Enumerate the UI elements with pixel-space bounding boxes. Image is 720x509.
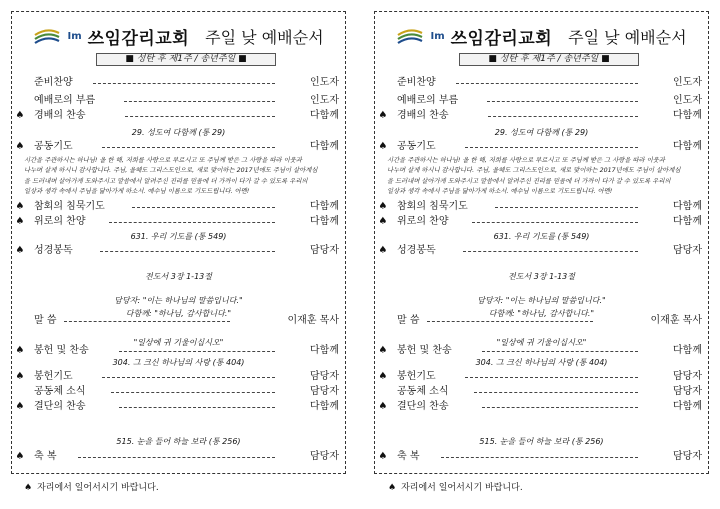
- footer-note-text: 자리에서 일어서시기 바랍니다.: [401, 483, 523, 493]
- order-item-role: 이재훈 목사: [650, 315, 702, 326]
- dotted-leader: [463, 251, 638, 252]
- order-item: [375, 109, 708, 123]
- order-item-role: 담당자: [310, 451, 339, 462]
- order-item: [12, 109, 345, 123]
- center-text: 29. 성도여 다함께 (통 29): [131, 128, 226, 137]
- order-item-role: 다함께: [673, 401, 702, 412]
- center-text: 담당자: "이는 하나님의 말씀입니다.": [477, 296, 606, 305]
- dotted-leader: [64, 321, 230, 322]
- order-item-label: 봉헌 및 찬송: [397, 345, 452, 356]
- order-item-label: 말 씀: [34, 315, 57, 326]
- order-item-role: 담당자: [310, 245, 339, 256]
- order-item-label: 공동체 소식: [34, 386, 86, 397]
- order-item-role: 인도자: [310, 77, 339, 88]
- center-text: 304. 그 크신 하나님의 사랑 (통 404): [475, 358, 608, 367]
- order-item-role: 다함께: [310, 110, 339, 121]
- dotted-leader: [125, 116, 275, 117]
- prayer-line: 나누며 살게 하시니 감사합니다. 주님, 올해도 그리스도인으로, 새로 맞이하는 2017년에도 주님이 살아계심: [24, 167, 318, 175]
- subtitle-box: ■ 성탄 후 제1주 / 송년주일 ■: [96, 53, 276, 66]
- center-text: "일상에 귀 기울이십시오": [496, 338, 587, 347]
- prayer-line: 일상과 생각 속에서 주님을 닮아가게 하소서. 예수님 이름으로 기도드립니다. 아멘!: [387, 188, 613, 196]
- order-item-label: 축 복: [34, 451, 57, 462]
- order-item-role: 다함께: [310, 345, 339, 356]
- dotted-leader: [102, 377, 275, 378]
- order-item-role: 다함께: [673, 216, 702, 227]
- order-item-role: 인도자: [673, 95, 702, 106]
- order-item: [375, 140, 708, 154]
- church-logo: [396, 24, 686, 49]
- dotted-leader: [441, 457, 638, 458]
- order-item: [12, 450, 345, 464]
- dotted-leader: [109, 222, 275, 223]
- order-item: [12, 400, 345, 414]
- bulletin-left: [11, 11, 346, 474]
- dotted-leader: [487, 101, 638, 102]
- order-item-role: 다함께: [310, 141, 339, 152]
- prayer-line: 을 드러내며 살아가게 도와주시고 말씀에서 알려주신 진리를 믿음에 더 가까이 다가 갈 수 있도록 우리의: [24, 177, 308, 185]
- church-logo: [33, 24, 323, 49]
- dotted-leader: [488, 116, 638, 117]
- order-item-role: 다함께: [673, 141, 702, 152]
- dotted-leader: [111, 392, 275, 393]
- dotted-leader: [427, 321, 593, 322]
- dotted-leader: [78, 457, 275, 458]
- order-item-label: 준비찬양: [34, 77, 73, 88]
- order-item-role: 담당자: [310, 386, 339, 397]
- order-item-label: 축 복: [397, 451, 420, 462]
- spade-icon: ♠: [15, 451, 25, 462]
- order-item-role: 담당자: [673, 451, 702, 462]
- dotted-leader: [119, 351, 275, 352]
- spade-icon: ♠: [378, 216, 388, 227]
- order-item-label: 준비찬양: [397, 77, 436, 88]
- order-item-role: 인도자: [673, 77, 702, 88]
- prayer-line: 시간을 주관하시는 하나님! 올 한 해, 저희를 사랑으로 부르시고 또 주님께 받은 그 사랑을 따라 이웃과: [387, 157, 665, 164]
- dotted-leader: [495, 207, 638, 208]
- spade-icon: ♠: [378, 245, 388, 256]
- footer-note: [388, 482, 523, 494]
- order-item-role: 다함께: [673, 201, 702, 212]
- order-item-label: 봉헌기도: [34, 371, 73, 382]
- order-item: [375, 200, 708, 214]
- spade-icon: ♠: [15, 245, 25, 256]
- dotted-leader: [472, 222, 638, 223]
- footer-note: [24, 482, 159, 494]
- bulletin-header: [12, 24, 345, 54]
- spade-icon: ♠: [378, 451, 388, 462]
- spade-icon: ♠: [378, 110, 388, 121]
- spade-icon: ♠: [388, 483, 397, 493]
- dotted-leader: [465, 377, 638, 378]
- center-text: 다함께: "하나님, 감사합니다.": [125, 309, 232, 318]
- spade-icon: ♠: [15, 110, 25, 121]
- order-item-label: 예배로의 부름: [34, 95, 96, 106]
- prayer-line: 을 드러내며 살아가게 도와주시고 말씀에서 알려주신 진리를 믿음에 더 가까이 다가 갈 수 있도록 우리의: [387, 177, 671, 185]
- church-logo-icon: [396, 27, 424, 47]
- order-item: [375, 76, 708, 90]
- spade-icon: ♠: [378, 201, 388, 212]
- order-item-role: 다함께: [310, 201, 339, 212]
- service-title: 주일 낮 예배순서: [205, 28, 324, 47]
- spade-icon: ♠: [378, 345, 388, 356]
- center-text: 631. 우리 기도를 (통 549): [493, 232, 590, 241]
- center-text: 담당자: "이는 하나님의 말씀입니다.": [114, 296, 243, 305]
- order-item: [12, 215, 345, 229]
- order-item-role: 다함께: [673, 110, 702, 121]
- order-item: [375, 94, 708, 108]
- order-item: [375, 385, 708, 399]
- order-item-label: 공동체 소식: [397, 386, 449, 397]
- center-text: "일상에 귀 기울이십시오": [133, 338, 224, 347]
- logo-text: Im: [430, 31, 445, 42]
- order-item-label: 경배의 찬송: [397, 110, 449, 121]
- order-item-label: 성경봉독: [34, 245, 73, 256]
- logo-text: Im: [67, 31, 82, 42]
- center-text: 631. 우리 기도를 (통 549): [130, 232, 227, 241]
- order-item-label: 말 씀: [397, 315, 420, 326]
- center-text: 전도서 3장 1-13절: [508, 272, 575, 281]
- order-item-role: 다함께: [310, 216, 339, 227]
- dotted-leader: [456, 83, 638, 84]
- order-item: [12, 370, 345, 384]
- church-name: 쓰임감리교회: [87, 29, 190, 49]
- footer-note-text: 자리에서 일어서시기 바랍니다.: [37, 483, 159, 493]
- order-item-label: 공동기도: [34, 141, 73, 152]
- order-item: [375, 370, 708, 384]
- spade-icon: ♠: [378, 401, 388, 412]
- dotted-leader: [482, 351, 638, 352]
- order-item: [12, 200, 345, 214]
- order-item-label: 공동기도: [397, 141, 436, 152]
- bulletin-right: [374, 11, 709, 474]
- order-item: [12, 385, 345, 399]
- order-item-label: 예배로의 부름: [397, 95, 459, 106]
- order-item-label: 결단의 찬송: [397, 401, 449, 412]
- order-item-label: 결단의 찬송: [34, 401, 86, 412]
- dotted-leader: [100, 251, 275, 252]
- church-logo-icon: [33, 27, 61, 47]
- order-item-role: 담당자: [310, 371, 339, 382]
- center-text: 29. 성도여 다함께 (통 29): [494, 128, 589, 137]
- service-title: 주일 낮 예배순서: [568, 28, 687, 47]
- spade-icon: ♠: [15, 345, 25, 356]
- spade-icon: ♠: [378, 371, 388, 382]
- order-item: [12, 244, 345, 258]
- order-item-label: 위로의 찬양: [397, 216, 449, 227]
- bulletin-header: [375, 24, 708, 54]
- order-item-label: 위로의 찬양: [34, 216, 86, 227]
- center-text: 515. 눈을 들어 하늘 보라 (통 256): [116, 437, 241, 446]
- center-text: 304. 그 크신 하나님의 사랑 (통 404): [112, 358, 245, 367]
- order-item-label: 경배의 찬송: [34, 110, 86, 121]
- order-item-role: 인도자: [310, 95, 339, 106]
- order-item: [375, 244, 708, 258]
- order-item-role: 담당자: [673, 245, 702, 256]
- order-item: [375, 450, 708, 464]
- order-item: [375, 400, 708, 414]
- church-name: 쓰임감리교회: [450, 29, 553, 49]
- order-item-label: 봉헌 및 찬송: [34, 345, 89, 356]
- dotted-leader: [124, 101, 275, 102]
- order-item-label: 참회의 침묵기도: [34, 201, 105, 212]
- spade-icon: ♠: [15, 401, 25, 412]
- center-text: 515. 눈을 들어 하늘 보라 (통 256): [479, 437, 604, 446]
- order-item: [12, 140, 345, 154]
- dotted-leader: [102, 147, 275, 148]
- order-item-role: 담당자: [673, 386, 702, 397]
- dotted-leader: [93, 83, 275, 84]
- spade-icon: ♠: [15, 141, 25, 152]
- dotted-leader: [119, 407, 275, 408]
- order-item-role: 이재훈 목사: [287, 315, 339, 326]
- prayer-line: 일상과 생각 속에서 주님을 닮아가게 하소서. 예수님 이름으로 기도드립니다. 아멘!: [24, 188, 250, 196]
- spade-icon: ♠: [24, 483, 33, 493]
- spade-icon: ♠: [15, 216, 25, 227]
- order-item-label: 성경봉독: [397, 245, 436, 256]
- dotted-leader: [482, 407, 638, 408]
- spade-icon: ♠: [15, 201, 25, 212]
- order-item-label: 참회의 침묵기도: [397, 201, 468, 212]
- dotted-leader: [474, 392, 638, 393]
- order-item-role: 다함께: [310, 401, 339, 412]
- dotted-leader: [465, 147, 638, 148]
- dotted-leader: [132, 207, 275, 208]
- spade-icon: ♠: [15, 371, 25, 382]
- center-text: 다함께: "하나님, 감사합니다.": [488, 309, 595, 318]
- order-item-role: 담당자: [673, 371, 702, 382]
- center-text: 전도서 3장 1-13절: [145, 272, 212, 281]
- order-item: [12, 94, 345, 108]
- order-item: [12, 76, 345, 90]
- order-item-role: 다함께: [673, 345, 702, 356]
- spade-icon: ♠: [378, 141, 388, 152]
- prayer-line: 시간을 주관하시는 하나님! 올 한 해, 저희를 사랑으로 부르시고 또 주님께 받은 그 사랑을 따라 이웃과: [24, 157, 302, 164]
- subtitle-box: ■ 성탄 후 제1주 / 송년주일 ■: [459, 53, 639, 66]
- order-item-label: 봉헌기도: [397, 371, 436, 382]
- prayer-line: 나누며 살게 하시니 감사합니다. 주님, 올해도 그리스도인으로, 새로 맞이하는 2017년에도 주님이 살아계심: [387, 167, 681, 175]
- order-item: [375, 215, 708, 229]
